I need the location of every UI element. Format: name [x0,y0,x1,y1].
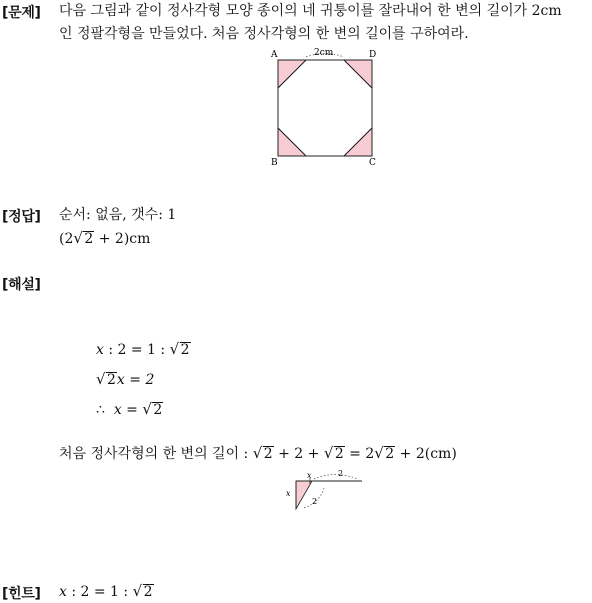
hint-sqrt [134,584,154,600]
step3-radicand: 2 [153,402,163,418]
hint-x: x [59,584,67,600]
answer-tag: [정답] [2,209,41,225]
explanation-final-line [59,443,457,463]
final-plus: + 2 + [273,446,324,462]
hint-radicand: 2 [143,584,153,600]
corner-label-2-diag: 2 [312,497,318,506]
problem-text-line1: 다음 그림과 같이 정사각형 모양 종이의 네 귀퉁이를 잘라내어 한 변의 길이가 2cm [59,3,562,19]
label-c: C [369,158,376,168]
corner-detail-triangle [296,481,312,509]
octagon-outline [278,60,372,156]
final-sqrt1 [254,446,274,462]
corner-label-x-left: x [286,489,291,498]
final-radicand3: 2 [385,446,395,462]
hint-equation [59,584,154,600]
therefore-symbol: ∴ [96,402,105,418]
explanation-step2 [96,372,154,388]
problem-tag: [문제] [2,5,41,21]
step1-mid: : 2 = 1 : [103,342,170,358]
label-a: A [271,50,278,60]
explanation-tag: [해설] [2,277,41,293]
final-sqrt3 [375,446,395,462]
corner-label-x-top: x [307,471,312,480]
label-b: B [271,158,278,168]
step3-eq: = [121,402,143,418]
final-prefix: 처음 정사각형의 한 변의 길이 : [59,446,253,462]
final-radicand1: 2 [263,446,273,462]
answer-order-count: 순서: 없음, 갯수: 1 [59,207,177,223]
step2-radicand: 2 [107,372,116,388]
hint-mid: : 2 = 1 : [66,584,133,600]
answer-radicand: 2 [84,231,94,247]
final-sqrt2 [325,446,345,462]
explanation-step3 [96,402,163,418]
answer-close: + 2)cm [94,231,151,247]
corner-label-2-top: 2 [338,469,344,478]
octagon-figure [268,44,380,168]
label-d: D [369,50,377,60]
answer-open: (2 [59,231,74,247]
answer-value [59,231,150,247]
side-length-label: 2cm [314,48,334,58]
final-radicand2: 2 [334,446,344,462]
step3-sqrt [143,402,163,418]
final-eq: = 2 [344,446,375,462]
step2-rest: x = 2 [116,372,155,388]
explanation-step1 [96,342,191,358]
step2-sqrt [97,372,117,388]
step1-radicand: 2 [180,342,190,358]
final-tail: + 2(cm) [395,446,457,462]
corner-detail-figure [282,468,366,514]
problem-text-line2: 인 정팔각형을 만들었다. 처음 정사각형의 한 변의 길이를 구하여라. [59,26,469,42]
answer-sqrt [74,231,94,247]
hint-tag: [힌트] [2,586,41,602]
corner-detail-dots-top [314,475,358,480]
step3-x: x [113,402,122,418]
step1-x: x [96,342,104,358]
step1-sqrt [171,342,191,358]
